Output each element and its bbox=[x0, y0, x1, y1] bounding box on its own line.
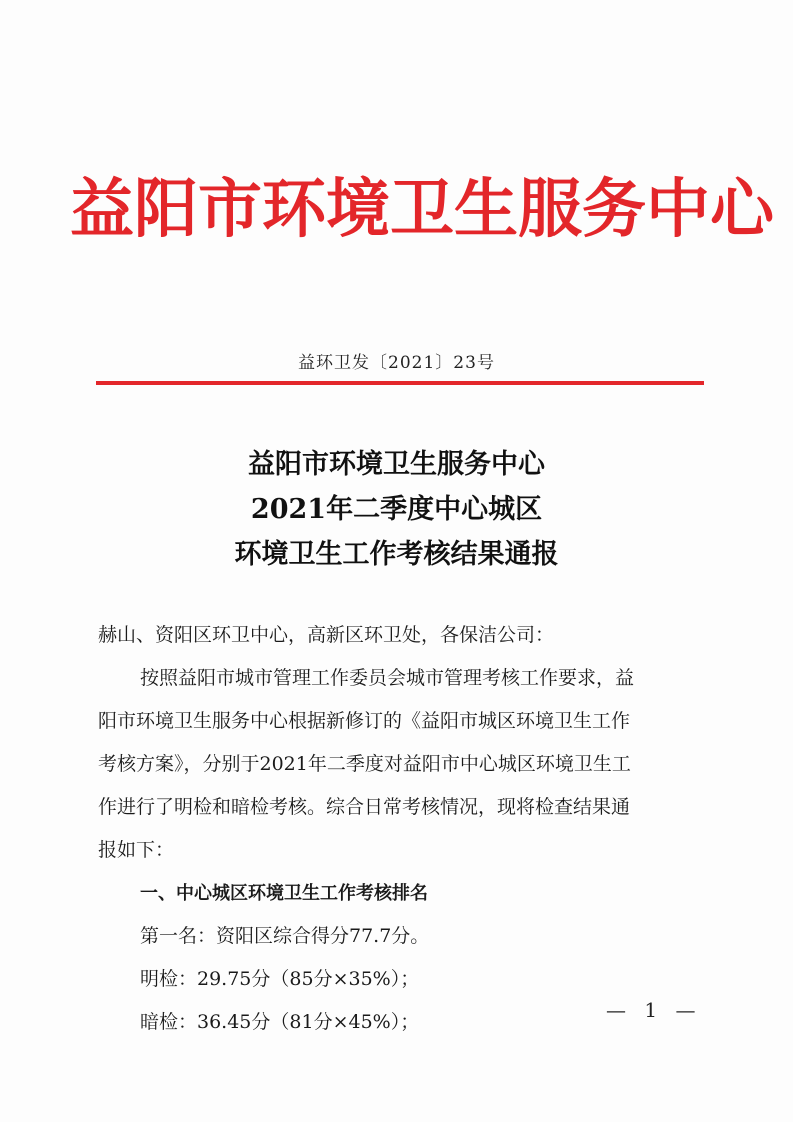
document-title-line-3: 环境卫生工作考核结果通报 bbox=[234, 539, 559, 570]
paragraph-line: 阳市环境卫生服务中心根据新修订的《益阳市城区环境卫生工作 bbox=[98, 710, 631, 732]
salutation: 赫山、资阳区环卫中心，高新区环卫处，各保洁公司： bbox=[98, 624, 555, 646]
document-title-line-2: 2021年二季度中心城区 bbox=[250, 494, 543, 525]
document-title-line-1: 益阳市环境卫生服务中心 bbox=[248, 449, 545, 480]
rank-line: 暗检：36.45分（81分×45%）； bbox=[140, 1011, 420, 1033]
section-heading: 一、中心城区环境卫生工作考核排名 bbox=[140, 883, 428, 904]
document-number: 益环卫发〔2021〕23号 bbox=[298, 353, 495, 373]
paragraph-line: 报如下： bbox=[98, 839, 175, 861]
issuing-organization-header: 益阳市环境卫生服务中心 bbox=[70, 172, 774, 247]
rank-line: 第一名：资阳区综合得分77.7分。 bbox=[140, 925, 430, 947]
document-body bbox=[98, 614, 698, 1044]
paragraph-line: 按照益阳市城市管理工作委员会城市管理考核工作要求，益 bbox=[140, 667, 635, 689]
page-number: — 1 — bbox=[606, 998, 702, 1022]
red-divider-line bbox=[96, 381, 704, 385]
rank-line: 明检：29.75分（85分×35%）； bbox=[140, 968, 420, 990]
paragraph-line: 考核方案》，分别于2021年二季度对益阳市中心城区环境卫生工 bbox=[98, 753, 631, 775]
paragraph-line: 作进行了明检和暗检考核。综合日常考核情况，现将检查结果通 bbox=[98, 796, 631, 818]
